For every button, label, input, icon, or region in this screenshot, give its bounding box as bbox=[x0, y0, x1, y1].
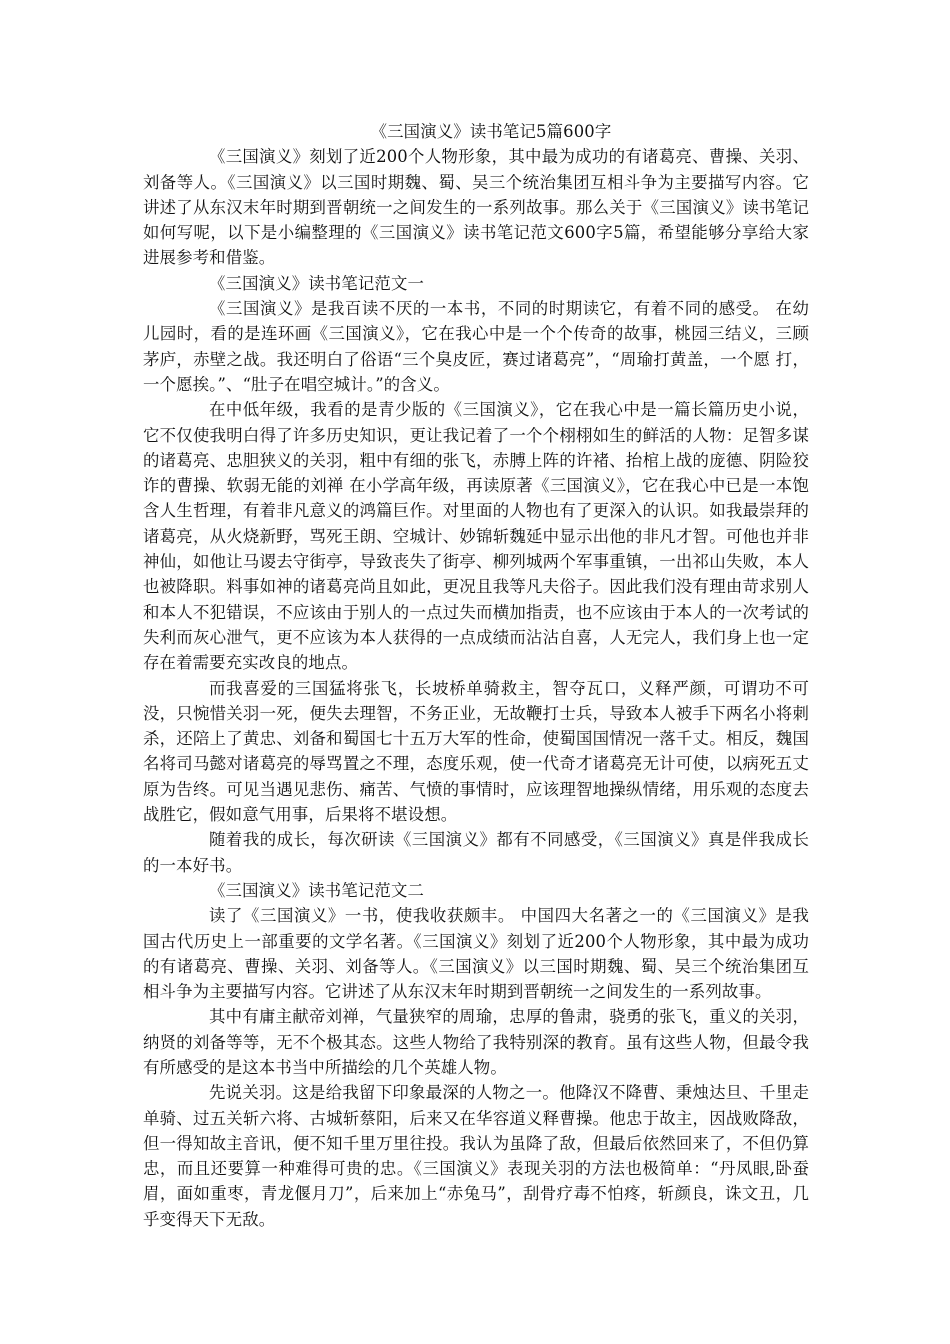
section-heading-2: 《三国演义》读书笔记范文二 bbox=[209, 880, 425, 900]
body-paragraph: 而我喜爱的三国猛将张飞，长坡桥单骑救主，智夺瓦口，义释严颜，可谓功不可没，只惋惜关羽一死，便失去理智，不务正业，无故鞭打士兵，导致本人被手下两名小将刺杀，还陪上了黄忠、刘备和蜀国七十五万大军的性命，使蜀国国情况一落千丈。相反，魏国名将司马懿对诸葛亮的辱骂置之不理，态度乐观，使一代奇才诸葛亮无计可使，以病死五丈原为告终。可见当遇见悲伤、痛苦、气愤的事情时，应该理智地操纵情绪，用乐观的态度去战胜它，假如意气用事，后果将不堪设想。 bbox=[143, 678, 809, 825]
body-paragraph: 随着我的成长，每次研读《三国演义》都有不同感受，《三国演义》真是伴我成长的一本好书。 bbox=[143, 830, 809, 875]
section-heading-1: 《三国演义》读书笔记范文一 bbox=[209, 273, 425, 293]
body-paragraph: 其中有庸主献帝刘禅，气量狭窄的周瑜，忠厚的鲁肃，骁勇的张飞，重义的关羽，纳贤的刘备等等，无不个极其态。这些人物给了我特别深的教育。虽有这些人物，但最令我有所感受的是这本书当中所描绘的几个英雄人物。 bbox=[143, 1007, 809, 1077]
body-paragraph: 读了《三国演义》一书，使我收获颇丰。 中国四大名著之一的《三国演义》是我国古代历史上一部重要的文学名著。《三国演义》刻划了近200个人物形象，其中最为成功的有诸葛亮、曹操、关羽、刘备等人。《三国演义》以三国时期魏、蜀、吴三个统治集团互相斗争为主要描写内容。它讲述了从东汉末年时期到晋朝统一之间发生的一系列故事。 bbox=[143, 906, 809, 1002]
body-paragraph: 《三国演义》是我百读不厌的一本书，不同的时期读它，有着不同的感受。 在幼儿园时，看的是连环画《三国演义》，它在我心中是一个个传奇的故事，桃园三结义，三顾茅庐，赤壁之战。我还明白了俗语“三个臭皮匠，赛过诸葛亮”，“周瑜打黄盖，一个愿 打，一个愿挨。”、“肚子在唱空城计。”的含义。 bbox=[143, 299, 809, 394]
body-paragraph: 先说关羽。这是给我留下印象最深的人物之一。他降汉不降曹、秉烛达旦、千里走单骑、过五关斩六将、古城斩蔡阳，后来又在华容道义释曹操。他忠于故主，因战败降敌，但一得知故主音讯，便不知千里万里往投。我认为虽降了敌，但最后依然回来了，不但仍算忠，而且还要算一种难得可贵的忠。《三国演义》表现关羽的方法也极简单：“丹凤眼,卧蚕眉，面如重枣，青龙偃月刀”，后来加上“赤兔马”，刮骨疗毒不怕疼，斩颜良，诛文丑，几乎变得天下无敌。 bbox=[143, 1083, 809, 1229]
intro-paragraph: 《三国演义》刻划了近200个人物形象，其中最为成功的有诸葛亮、曹操、关羽、刘备等人。《三国演义》以三国时期魏、蜀、吴三个统治集团互相斗争为主要描写内容。它讲述了从东汉末年时期到晋朝统一之间发生的一系列故事。那么关于《三国演义》读书笔记如何写呢，以下是小编整理的《三国演义》读书笔记范文600字5篇，希望能够分享给大家进展参考和借鉴。 bbox=[143, 147, 809, 268]
document-title: 《三国演义》读书笔记5篇600字 bbox=[370, 122, 612, 141]
body-paragraph: 在中低年级，我看的是青少版的《三国演义》，它在我心中是一篇长篇历史小说，它不仅使我明白得了许多历史知识，更让我记着了一个个栩栩如生的鲜活的人物：足智多谋的诸葛亮、忠胆狭义的关羽，粗中有细的张飞，赤膊上阵的许褚、抬棺上战的庞德、阴险狡诈的曹操、软弱无能的刘禅 在小学高年级，再读原著《三国演义》，它在我心中已是一本饱含人生哲理，有着非凡意义的鸿篇巨作。对里面的人物也有了更深入的认识。如我最崇拜的诸葛亮，从火烧新野，骂死王朗、空城计、妙锦斩魏延中显示出他的非凡才智。可他也并非神仙，如他让马谡去守街亭，导致丧失了街亭、柳列城两个军事重镇，一出祁山失败，本人也被降职。料事如神的诸葛亮尚且如此，更况且我等凡夫俗子。因此我们没有理由苛求别人和本人不犯错误，不应该由于别人的一点过失而横加指责，也不应该由于本人的一次考试的失利而灰心泄气，更不应该为本人获得的一点成绩而沾沾自喜，人无完人，我们身上也一定存在着需要充实改良的地点。 bbox=[143, 400, 809, 673]
document-body bbox=[143, 119, 809, 1232]
